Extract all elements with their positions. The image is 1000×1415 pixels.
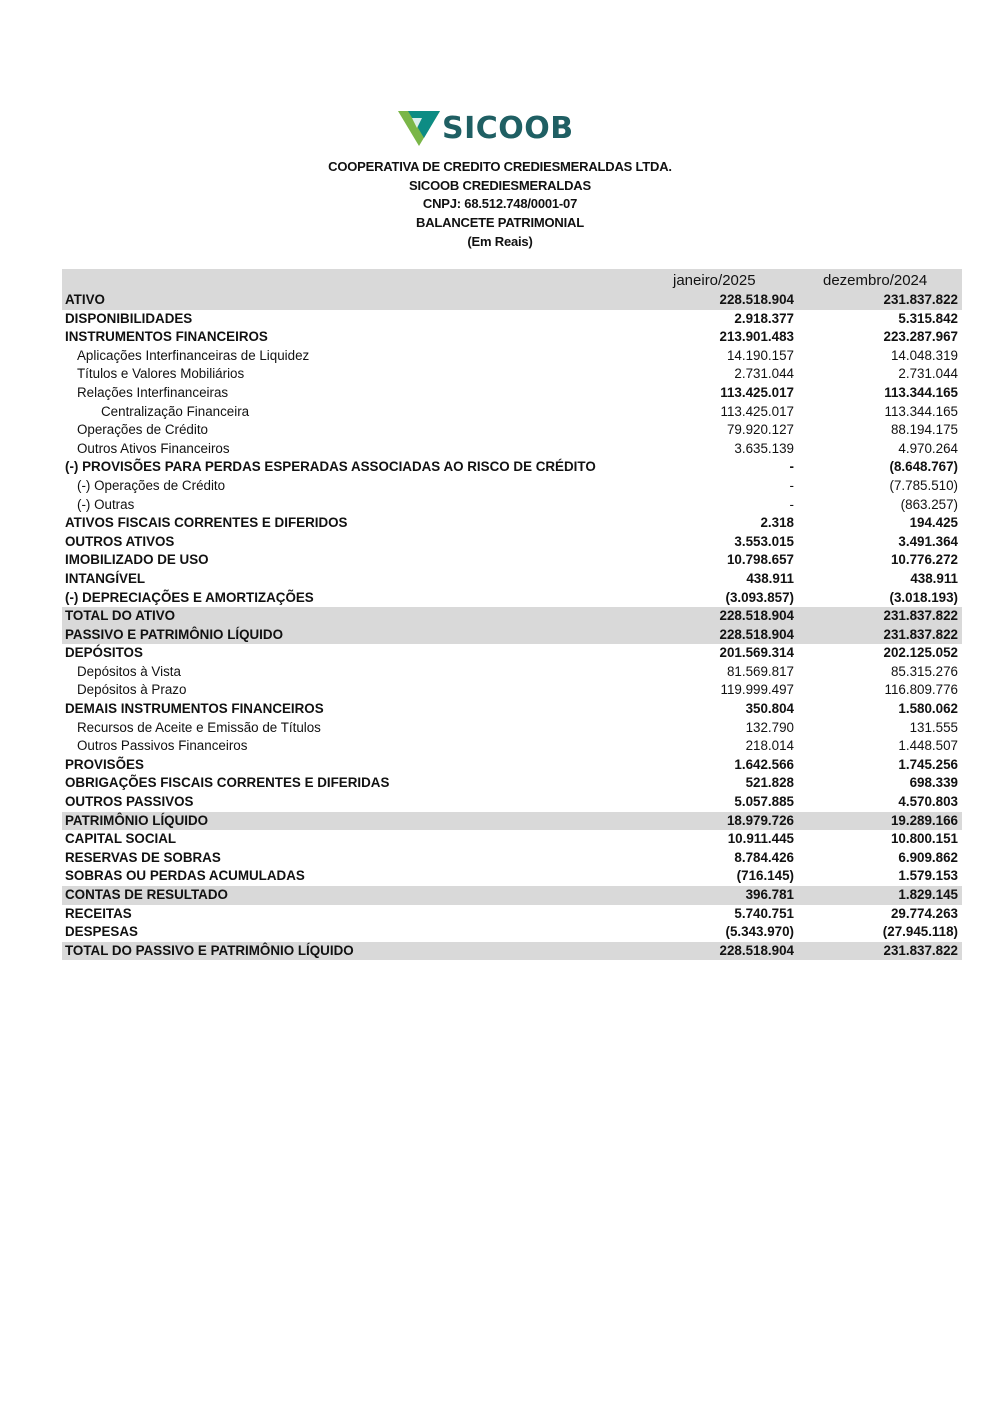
row-value-dec-2024: 1.448.507 bbox=[898, 738, 958, 754]
row-label: DEMAIS INSTRUMENTOS FINANCEIROS bbox=[65, 701, 324, 717]
column-header-row bbox=[62, 269, 962, 291]
row-label: IMOBILIZADO DE USO bbox=[65, 552, 209, 568]
table-row bbox=[62, 700, 962, 719]
row-label: Outros Passivos Financeiros bbox=[77, 738, 248, 754]
table-row bbox=[62, 496, 962, 515]
row-value-jan-2025: - bbox=[789, 496, 794, 512]
row-value-jan-2025: 132.790 bbox=[745, 719, 794, 735]
table-body bbox=[62, 291, 962, 960]
row-label: ATIVOS FISCAIS CORRENTES E DIFERIDOS bbox=[65, 515, 348, 531]
table-row bbox=[62, 830, 962, 849]
table-row bbox=[62, 942, 962, 961]
row-label: RESERVAS DE SOBRAS bbox=[65, 849, 221, 865]
table-row bbox=[62, 365, 962, 384]
table-row bbox=[62, 589, 962, 608]
row-value-jan-2025: 438.911 bbox=[746, 570, 794, 586]
row-label: Outros Ativos Financeiros bbox=[77, 440, 230, 456]
row-value-dec-2024: 3.491.364 bbox=[898, 533, 958, 549]
row-label: Títulos e Valores Mobiliários bbox=[77, 366, 245, 382]
row-value-dec-2024: 698.339 bbox=[909, 775, 958, 791]
row-label: INSTRUMENTOS FINANCEIROS bbox=[65, 329, 268, 345]
row-label: TOTAL DO ATIVO bbox=[65, 608, 176, 624]
table-row bbox=[62, 421, 962, 440]
row-label: (-) Operações de Crédito bbox=[77, 477, 226, 493]
row-label: PASSIVO E PATRIMÔNIO LÍQUIDO bbox=[65, 626, 283, 642]
table-row bbox=[62, 458, 962, 477]
row-value-jan-2025: 228.518.904 bbox=[719, 942, 794, 958]
row-value-dec-2024: 231.837.822 bbox=[883, 292, 958, 307]
row-value-jan-2025: 2.918.377 bbox=[734, 310, 794, 326]
row-label: PROVISÕES bbox=[65, 756, 144, 772]
row-value-dec-2024: 131.555 bbox=[909, 719, 958, 735]
row-value-dec-2024: 5.315.842 bbox=[898, 310, 958, 326]
row-value-jan-2025: 81.569.817 bbox=[726, 663, 794, 679]
table-row bbox=[62, 477, 962, 496]
row-value-dec-2024: 4.970.264 bbox=[898, 440, 958, 456]
row-label: DISPONIBILIDADES bbox=[65, 310, 193, 326]
table-row bbox=[62, 570, 962, 589]
row-label: Recursos de Aceite e Emissão de Títulos bbox=[77, 719, 321, 735]
row-value-jan-2025: 113.425.017 bbox=[720, 384, 794, 400]
table-row bbox=[62, 310, 962, 329]
row-value-dec-2024: 19.289.166 bbox=[890, 812, 958, 828]
row-value-jan-2025: 5.740.751 bbox=[734, 905, 794, 921]
row-value-jan-2025: 396.781 bbox=[745, 887, 794, 902]
row-value-jan-2025: 2.318 bbox=[760, 515, 794, 531]
row-value-jan-2025: (5.343.970) bbox=[725, 924, 794, 940]
row-value-dec-2024: 6.909.862 bbox=[898, 849, 958, 865]
row-value-dec-2024: 231.837.822 bbox=[883, 942, 958, 958]
row-value-dec-2024: 4.570.803 bbox=[898, 794, 958, 810]
column-header-jan-2025: janeiro/2025 bbox=[673, 272, 756, 289]
row-value-dec-2024: 113.344.165 bbox=[884, 384, 958, 400]
row-value-jan-2025: 3.553.015 bbox=[734, 533, 794, 549]
row-value-dec-2024: (863.257) bbox=[900, 496, 958, 512]
row-label: ATIVO bbox=[65, 292, 105, 307]
row-label: Depósitos à Prazo bbox=[77, 682, 187, 698]
row-label: OBRIGAÇÕES FISCAIS CORRENTES E DIFERIDAS bbox=[65, 775, 390, 791]
row-value-dec-2024: 113.344.165 bbox=[884, 403, 958, 419]
row-value-jan-2025: 113.425.017 bbox=[720, 403, 794, 419]
table-row bbox=[62, 347, 962, 366]
company-name: COOPERATIVA DE CREDITO CREDIESMERALDAS LTDA. bbox=[328, 159, 672, 174]
table-row bbox=[62, 626, 962, 645]
row-value-jan-2025: 213.901.483 bbox=[719, 329, 794, 345]
row-value-dec-2024: 194.425 bbox=[909, 515, 958, 531]
row-value-jan-2025: 201.569.314 bbox=[719, 645, 794, 661]
row-label: CONTAS DE RESULTADO bbox=[65, 887, 228, 902]
table-row bbox=[62, 533, 962, 552]
table-row bbox=[62, 867, 962, 886]
row-label: Centralização Financeira bbox=[101, 403, 250, 419]
row-value-dec-2024: 438.911 bbox=[910, 570, 958, 586]
row-value-jan-2025: - bbox=[789, 459, 794, 475]
row-label: TOTAL DO PASSIVO E PATRIMÔNIO LÍQUIDO bbox=[65, 942, 354, 958]
table-row bbox=[62, 849, 962, 868]
cnpj: CNPJ: 68.512.748/0001-07 bbox=[422, 196, 578, 212]
row-value-jan-2025: 2.731.044 bbox=[734, 366, 794, 382]
table-row bbox=[62, 551, 962, 570]
row-value-dec-2024: 1.745.256 bbox=[898, 756, 958, 772]
table-row bbox=[62, 737, 962, 756]
row-label: (-) PROVISÕES PARA PERDAS ESPERADAS ASSOCIADAS AO RISCO DE CRÉDITO bbox=[65, 459, 596, 475]
row-value-jan-2025: 1.642.566 bbox=[734, 756, 794, 772]
row-label: RECEITAS bbox=[65, 905, 132, 921]
row-value-jan-2025: 18.979.726 bbox=[726, 812, 794, 828]
row-value-jan-2025: 10.911.445 bbox=[727, 831, 794, 847]
table-row bbox=[62, 756, 962, 775]
row-value-jan-2025: 14.190.157 bbox=[726, 347, 794, 363]
table-row bbox=[62, 328, 962, 347]
table-row bbox=[62, 923, 962, 942]
row-value-jan-2025: 5.057.885 bbox=[734, 794, 794, 810]
table-row bbox=[62, 440, 962, 459]
row-value-jan-2025: 79.920.127 bbox=[726, 422, 794, 438]
table-row bbox=[62, 403, 962, 422]
row-value-jan-2025: 521.828 bbox=[745, 775, 794, 791]
row-label: (-) DEPRECIAÇÕES E AMORTIZAÇÕES bbox=[65, 589, 314, 605]
row-value-jan-2025: 10.798.657 bbox=[726, 552, 794, 568]
row-value-dec-2024: 14.048.319 bbox=[890, 347, 958, 363]
document-header bbox=[0, 158, 1000, 252]
row-value-jan-2025: - bbox=[789, 477, 794, 493]
row-value-dec-2024: (7.785.510) bbox=[889, 477, 958, 493]
row-value-dec-2024: 1.579.153 bbox=[898, 868, 958, 884]
row-value-dec-2024: 116.809.776 bbox=[884, 682, 958, 698]
row-value-jan-2025: 218.014 bbox=[745, 738, 794, 754]
table-row bbox=[62, 812, 962, 831]
row-value-dec-2024: 29.774.263 bbox=[890, 905, 958, 921]
table-row bbox=[62, 793, 962, 812]
row-label: (-) Outras bbox=[77, 496, 135, 512]
row-value-dec-2024: (3.018.193) bbox=[889, 589, 958, 605]
row-label: PATRIMÔNIO LÍQUIDO bbox=[65, 812, 209, 828]
table-row bbox=[62, 663, 962, 682]
table-row bbox=[62, 774, 962, 793]
row-value-jan-2025: 350.804 bbox=[745, 701, 794, 717]
table-row bbox=[62, 905, 962, 924]
row-label: Relações Interfinanceiras bbox=[77, 384, 229, 400]
currency-note: (Em Reais) bbox=[467, 233, 533, 249]
row-value-jan-2025: (716.145) bbox=[736, 868, 794, 884]
table-row bbox=[62, 886, 962, 905]
balance-sheet-table bbox=[62, 269, 962, 960]
row-value-jan-2025: 3.635.139 bbox=[734, 440, 794, 456]
table-row bbox=[62, 644, 962, 663]
sicoob-logo bbox=[398, 108, 588, 150]
document-title: BALANCETE PATRIMONIAL bbox=[416, 215, 584, 231]
table-row bbox=[62, 681, 962, 700]
row-label: Aplicações Interfinanceiras de Liquidez bbox=[77, 347, 310, 363]
row-label: CAPITAL SOCIAL bbox=[65, 831, 177, 847]
row-label: INTANGÍVEL bbox=[65, 570, 146, 586]
table-row bbox=[62, 514, 962, 533]
sicoob-logo-text: SICOOB bbox=[442, 111, 574, 146]
row-value-dec-2024: 2.731.044 bbox=[898, 366, 958, 382]
row-label: OUTROS ATIVOS bbox=[65, 533, 175, 549]
column-header-dec-2024: dezembro/2024 bbox=[823, 272, 928, 289]
row-value-dec-2024: 231.837.822 bbox=[883, 608, 958, 624]
row-value-jan-2025: 8.784.426 bbox=[734, 849, 794, 865]
cooperative-name: SICOOB CREDIESMERALDAS bbox=[409, 177, 591, 193]
row-value-dec-2024: 10.776.272 bbox=[890, 552, 958, 568]
table-row bbox=[62, 384, 962, 403]
row-value-dec-2024: 231.837.822 bbox=[883, 626, 958, 642]
row-value-dec-2024: (8.648.767) bbox=[889, 459, 958, 475]
table-row bbox=[62, 607, 962, 626]
row-value-jan-2025: (3.093.857) bbox=[725, 589, 794, 605]
row-value-dec-2024: 85.315.276 bbox=[890, 663, 958, 679]
row-value-jan-2025: 119.999.497 bbox=[720, 682, 794, 698]
row-label: DESPESAS bbox=[65, 924, 138, 940]
row-value-dec-2024: 202.125.052 bbox=[883, 645, 958, 661]
row-label: DEPÓSITOS bbox=[65, 645, 143, 661]
row-value-jan-2025: 228.518.904 bbox=[719, 626, 794, 642]
row-value-dec-2024: 1.829.145 bbox=[898, 887, 958, 902]
row-label: SOBRAS OU PERDAS ACUMULADAS bbox=[65, 868, 305, 884]
row-value-dec-2024: 10.800.151 bbox=[890, 831, 958, 847]
row-value-dec-2024: 88.194.175 bbox=[890, 422, 958, 438]
row-value-dec-2024: (27.945.118) bbox=[882, 924, 958, 940]
table-row bbox=[62, 291, 962, 310]
row-label: OUTROS PASSIVOS bbox=[65, 794, 194, 810]
row-label: Depósitos à Vista bbox=[77, 663, 181, 679]
table-row bbox=[62, 719, 962, 738]
row-value-jan-2025: 228.518.904 bbox=[719, 608, 794, 624]
row-value-dec-2024: 223.287.967 bbox=[883, 329, 958, 345]
row-value-jan-2025: 228.518.904 bbox=[719, 292, 794, 307]
row-value-dec-2024: 1.580.062 bbox=[898, 701, 958, 717]
row-label: Operações de Crédito bbox=[77, 422, 209, 438]
sicoob-logo-icon bbox=[398, 108, 442, 148]
